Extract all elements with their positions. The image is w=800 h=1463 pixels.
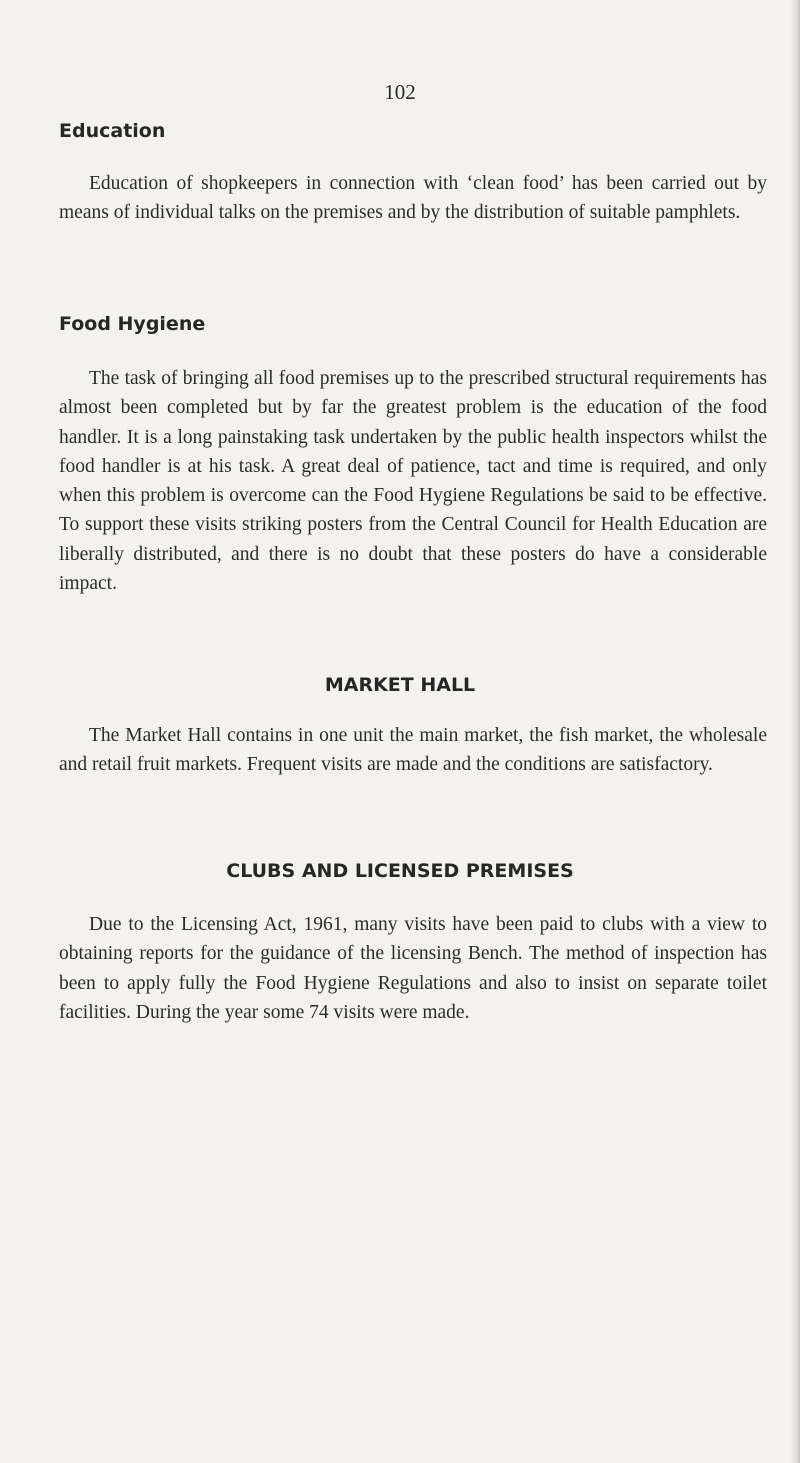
heading-clubs-licensed-premises: CLUBS AND LICENSED PREMISES bbox=[226, 860, 574, 882]
paragraph-clubs-licensed-premises: Due to the Licensing Act, 1961, many visits have been paid to clubs with a view to obtaining reports for the guidance of the licensing Bench. The method of inspection has been to apply fully the Food Hygiene Regulations and also to insist on separate toilet facilities. During the year some 74 visits were made. bbox=[59, 914, 767, 1023]
page-edge-shadow bbox=[790, 0, 800, 1463]
heading-market-hall: MARKET HALL bbox=[324, 674, 476, 696]
heading-education: Education bbox=[59, 120, 166, 142]
paragraph-food-hygiene: The task of bringing all food premises up to the prescribed structural requirements has almost been completed but by far the greatest problem is the education of the food handler. It is a long painstaking task undertaken by the public health inspectors whilst the food handler is at his task. A great deal of patience, tact and time is required, and only when this problem is overcome can the Food Hygiene Regulations be said to be effective. To support these visits striking posters from the Central Council for Health Education are liberally distributed, and there is no doubt that these posters do have a considerable impact. bbox=[59, 368, 767, 595]
page-number: 102 bbox=[384, 80, 416, 104]
heading-food-hygiene: Food Hygiene bbox=[59, 313, 206, 335]
paragraph-education: Education of shopkeepers in connection with ‘clean food’ has been carried out by means of individual talks on the premises and by the distribution of suitable pamphlets. bbox=[59, 173, 767, 224]
paragraph-market-hall: The Market Hall contains in one unit the main market, the fish market, the wholesale and retail fruit markets. Frequent visits are made and the conditions are satisfactory. bbox=[59, 725, 767, 776]
